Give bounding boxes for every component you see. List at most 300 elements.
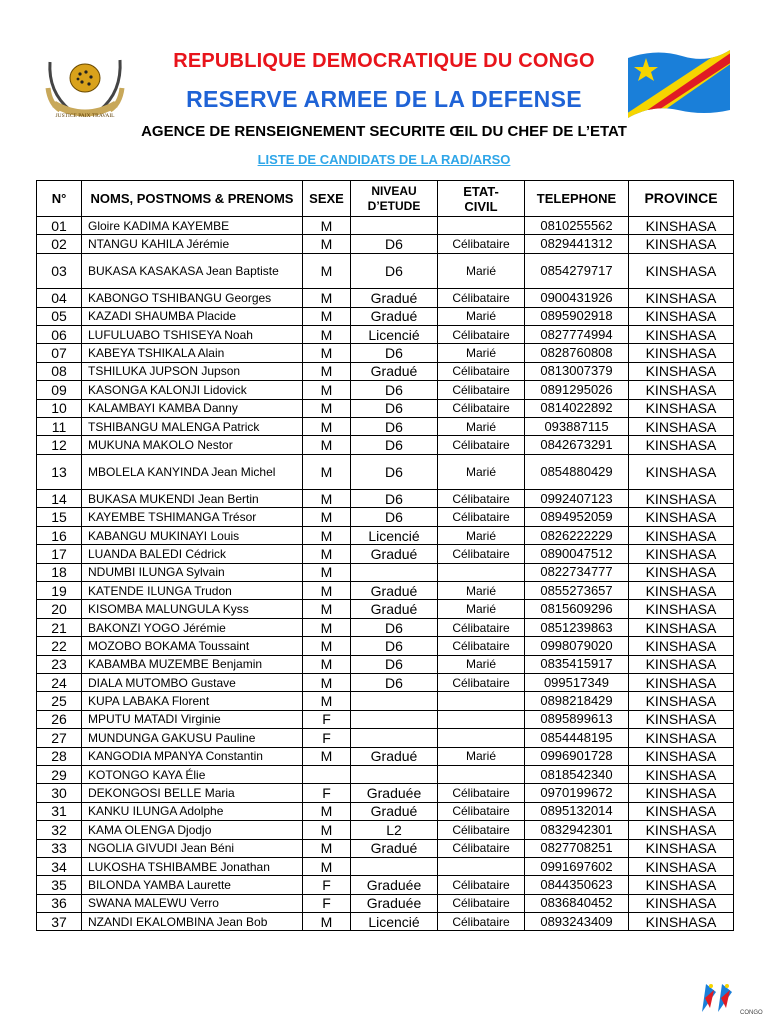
row-name: Gloire KADIMA KAYEMBE: [82, 217, 303, 235]
row-name: MUKUNA MAKOLO Nestor: [82, 436, 303, 454]
row-province: KINSHASA: [629, 508, 734, 526]
row-province: KINSHASA: [629, 784, 734, 802]
row-telephone: 0992407123: [525, 490, 629, 508]
row-province: KINSHASA: [629, 655, 734, 673]
table-row: [37, 399, 734, 417]
row-number: 34: [37, 857, 82, 875]
row-etat-civil: Marié: [438, 655, 525, 673]
row-number: 09: [37, 381, 82, 399]
table-row: [37, 563, 734, 581]
row-province: KINSHASA: [629, 399, 734, 417]
row-telephone: 099517349: [525, 673, 629, 691]
row-province: KINSHASA: [629, 637, 734, 655]
table-row: [37, 729, 734, 747]
row-niveau: D6: [351, 673, 438, 691]
row-etat-civil: Célibataire: [438, 876, 525, 894]
row-sexe: M: [303, 637, 351, 655]
row-province: KINSHASA: [629, 253, 734, 288]
row-number: 21: [37, 618, 82, 636]
table-row: [37, 454, 734, 489]
table-row: [37, 307, 734, 325]
table-row: [37, 802, 734, 820]
row-sexe: M: [303, 344, 351, 362]
row-etat-civil: Célibataire: [438, 913, 525, 931]
row-number: 32: [37, 821, 82, 839]
row-etat-civil: Marié: [438, 307, 525, 325]
row-etat-civil: [438, 710, 525, 728]
row-name: KISOMBA MALUNGULA Kyss: [82, 600, 303, 618]
table-row: [37, 582, 734, 600]
row-name: NGOLIA GIVUDI Jean Béni: [82, 839, 303, 857]
table-row: [37, 655, 734, 673]
row-number: 22: [37, 637, 82, 655]
row-sexe: M: [303, 582, 351, 600]
header-number: N°: [37, 181, 82, 217]
row-niveau: Graduée: [351, 784, 438, 802]
row-sexe: M: [303, 307, 351, 325]
row-etat-civil: Célibataire: [438, 325, 525, 343]
row-niveau: D6: [351, 508, 438, 526]
footer-logo-text: CONGO: [740, 1010, 763, 1016]
row-number: 27: [37, 729, 82, 747]
row-etat-civil: Célibataire: [438, 436, 525, 454]
row-telephone: 0854880429: [525, 454, 629, 489]
row-etat-civil: Célibataire: [438, 821, 525, 839]
row-telephone: 0855273657: [525, 582, 629, 600]
row-number: 23: [37, 655, 82, 673]
row-province: KINSHASA: [629, 821, 734, 839]
row-number: 29: [37, 765, 82, 783]
row-number: 04: [37, 289, 82, 307]
table-row: [37, 913, 734, 931]
row-sexe: M: [303, 436, 351, 454]
row-niveau: D6: [351, 417, 438, 435]
row-telephone: 0842673291: [525, 436, 629, 454]
row-etat-civil: Célibataire: [438, 545, 525, 563]
row-telephone: 0810255562: [525, 217, 629, 235]
row-number: 30: [37, 784, 82, 802]
row-province: KINSHASA: [629, 362, 734, 380]
row-name: KAYEMBE TSHIMANGA Trésor: [82, 508, 303, 526]
row-sexe: M: [303, 857, 351, 875]
row-telephone: 0832942301: [525, 821, 629, 839]
row-number: 13: [37, 454, 82, 489]
row-name: NZANDI EKALOMBINA Jean Bob: [82, 913, 303, 931]
row-etat-civil: Marié: [438, 454, 525, 489]
row-number: 08: [37, 362, 82, 380]
row-number: 16: [37, 526, 82, 544]
row-number: 19: [37, 582, 82, 600]
row-name: TSHIBANGU MALENGA Patrick: [82, 417, 303, 435]
row-number: 33: [37, 839, 82, 857]
row-telephone: 0813007379: [525, 362, 629, 380]
row-number: 25: [37, 692, 82, 710]
table-row: [37, 692, 734, 710]
row-name: KABEYA TSHIKALA Alain: [82, 344, 303, 362]
row-name: KALAMBAYI KAMBA Danny: [82, 399, 303, 417]
row-name: MUNDUNGA GAKUSU Pauline: [82, 729, 303, 747]
row-province: KINSHASA: [629, 344, 734, 362]
row-niveau: D6: [351, 344, 438, 362]
row-telephone: 0898218429: [525, 692, 629, 710]
header-niveau: NIVEAU D’ETUDE: [351, 181, 438, 217]
header-telephone: TELEPHONE: [525, 181, 629, 217]
row-sexe: M: [303, 490, 351, 508]
row-name: KABONGO TSHIBANGU Georges: [82, 289, 303, 307]
row-niveau: D6: [351, 454, 438, 489]
row-sexe: M: [303, 618, 351, 636]
row-sexe: F: [303, 784, 351, 802]
row-sexe: F: [303, 710, 351, 728]
table-row: [37, 839, 734, 857]
row-telephone: 0836840452: [525, 894, 629, 912]
row-niveau: Gradué: [351, 307, 438, 325]
row-telephone: 0814022892: [525, 399, 629, 417]
row-name: LUANDA BALEDI Cédrick: [82, 545, 303, 563]
row-etat-civil: Célibataire: [438, 637, 525, 655]
row-telephone: 0854448195: [525, 729, 629, 747]
row-niveau: [351, 692, 438, 710]
table-row: [37, 362, 734, 380]
document-header: [0, 0, 768, 180]
row-niveau: D6: [351, 655, 438, 673]
row-province: KINSHASA: [629, 563, 734, 581]
row-province: KINSHASA: [629, 747, 734, 765]
row-etat-civil: Célibataire: [438, 894, 525, 912]
row-sexe: M: [303, 508, 351, 526]
row-number: 02: [37, 235, 82, 253]
row-name: DEKONGOSI BELLE Maria: [82, 784, 303, 802]
row-telephone: 0844350623: [525, 876, 629, 894]
row-telephone: 0827774994: [525, 325, 629, 343]
row-name: LUKOSHA TSHIBAMBE Jonathan: [82, 857, 303, 875]
row-number: 11: [37, 417, 82, 435]
table-row: [37, 253, 734, 288]
row-number: 17: [37, 545, 82, 563]
row-name: TSHILUKA JUPSON Jupson: [82, 362, 303, 380]
row-telephone: 0998079020: [525, 637, 629, 655]
row-niveau: [351, 729, 438, 747]
row-etat-civil: Célibataire: [438, 802, 525, 820]
row-province: KINSHASA: [629, 289, 734, 307]
row-sexe: M: [303, 454, 351, 489]
row-niveau: [351, 563, 438, 581]
table-row: [37, 600, 734, 618]
row-etat-civil: [438, 692, 525, 710]
row-sexe: F: [303, 729, 351, 747]
row-province: KINSHASA: [629, 417, 734, 435]
row-telephone: 0828760808: [525, 344, 629, 362]
row-niveau: Gradué: [351, 747, 438, 765]
row-telephone: 0826222229: [525, 526, 629, 544]
row-province: KINSHASA: [629, 839, 734, 857]
table-header-row: [37, 181, 734, 217]
table-row: [37, 637, 734, 655]
row-number: 03: [37, 253, 82, 288]
row-niveau: D6: [351, 436, 438, 454]
row-etat-civil: Célibataire: [438, 362, 525, 380]
row-telephone: 0854279717: [525, 253, 629, 288]
row-name: KABANGU MUKINAYI Louis: [82, 526, 303, 544]
row-name: MPUTU MATADI Virginie: [82, 710, 303, 728]
row-number: 18: [37, 563, 82, 581]
row-etat-civil: Célibataire: [438, 399, 525, 417]
list-title: LISTE DE CANDIDATS DE LA RAD/ARSO: [257, 152, 511, 167]
row-telephone: 0996901728: [525, 747, 629, 765]
row-niveau: D6: [351, 618, 438, 636]
row-sexe: M: [303, 253, 351, 288]
table-row: [37, 289, 734, 307]
row-name: KOTONGO KAYA Élie: [82, 765, 303, 783]
row-telephone: 0895902918: [525, 307, 629, 325]
row-niveau: Gradué: [351, 582, 438, 600]
row-etat-civil: Marié: [438, 582, 525, 600]
row-niveau: D6: [351, 381, 438, 399]
row-etat-civil: Célibataire: [438, 839, 525, 857]
row-sexe: M: [303, 289, 351, 307]
row-telephone: 0835415917: [525, 655, 629, 673]
row-name: DIALA MUTOMBO Gustave: [82, 673, 303, 691]
row-number: 36: [37, 894, 82, 912]
row-sexe: F: [303, 876, 351, 894]
row-province: KINSHASA: [629, 545, 734, 563]
row-province: KINSHASA: [629, 600, 734, 618]
row-name: KAMA OLENGA Djodjo: [82, 821, 303, 839]
row-number: 10: [37, 399, 82, 417]
row-sexe: M: [303, 821, 351, 839]
row-province: KINSHASA: [629, 325, 734, 343]
row-etat-civil: Célibataire: [438, 673, 525, 691]
row-sexe: M: [303, 913, 351, 931]
row-niveau: D6: [351, 637, 438, 655]
row-telephone: 0827708251: [525, 839, 629, 857]
row-telephone: 0900431926: [525, 289, 629, 307]
table-row: [37, 325, 734, 343]
row-telephone: 0851239863: [525, 618, 629, 636]
row-name: KANGODIA MPANYA Constantin: [82, 747, 303, 765]
row-sexe: M: [303, 381, 351, 399]
row-number: 31: [37, 802, 82, 820]
row-niveau: [351, 217, 438, 235]
table-row: [37, 876, 734, 894]
table-row: [37, 436, 734, 454]
row-province: KINSHASA: [629, 729, 734, 747]
row-number: 12: [37, 436, 82, 454]
row-number: 15: [37, 508, 82, 526]
table-row: [37, 381, 734, 399]
row-province: KINSHASA: [629, 765, 734, 783]
row-province: KINSHASA: [629, 894, 734, 912]
drc-flag-icon: [626, 44, 732, 124]
row-etat-civil: Marié: [438, 526, 525, 544]
row-province: KINSHASA: [629, 913, 734, 931]
row-name: LUFULUABO TSHISEYA Noah: [82, 325, 303, 343]
row-telephone: 0970199672: [525, 784, 629, 802]
row-telephone: 0818542340: [525, 765, 629, 783]
footer-flags-logo: [696, 978, 763, 1018]
row-telephone: 0829441312: [525, 235, 629, 253]
country-title: REPUBLIQUE DEMOCRATIQUE DU CONGO: [173, 50, 595, 72]
row-telephone: 0893243409: [525, 913, 629, 931]
row-number: 24: [37, 673, 82, 691]
row-etat-civil: [438, 729, 525, 747]
row-name: KUPA LABAKA Florent: [82, 692, 303, 710]
row-telephone: 0890047512: [525, 545, 629, 563]
row-province: KINSHASA: [629, 526, 734, 544]
row-etat-civil: Marié: [438, 747, 525, 765]
row-province: KINSHASA: [629, 235, 734, 253]
row-etat-civil: [438, 857, 525, 875]
table-row: [37, 235, 734, 253]
row-telephone: 0891295026: [525, 381, 629, 399]
row-niveau: Licencié: [351, 526, 438, 544]
row-niveau: Graduée: [351, 876, 438, 894]
row-province: KINSHASA: [629, 381, 734, 399]
row-niveau: Licencié: [351, 325, 438, 343]
row-province: KINSHASA: [629, 673, 734, 691]
table-row: [37, 490, 734, 508]
row-number: 26: [37, 710, 82, 728]
row-niveau: D6: [351, 490, 438, 508]
row-sexe: M: [303, 217, 351, 235]
row-etat-civil: Célibataire: [438, 490, 525, 508]
row-name: SWANA MALEWU Verro: [82, 894, 303, 912]
row-name: KATENDE ILUNGA Trudon: [82, 582, 303, 600]
row-sexe: M: [303, 235, 351, 253]
row-name: BUKASA KASAKASA Jean Baptiste: [82, 253, 303, 288]
row-telephone: 0895132014: [525, 802, 629, 820]
table-row: [37, 784, 734, 802]
row-number: 28: [37, 747, 82, 765]
emblem-motto: JUSTICE PAIX TRAVAIL: [55, 113, 115, 119]
row-telephone: 0822734777: [525, 563, 629, 581]
table-row: [37, 765, 734, 783]
row-sexe: M: [303, 399, 351, 417]
row-number: 06: [37, 325, 82, 343]
row-name: MOZOBO BOKAMA Toussaint: [82, 637, 303, 655]
row-etat-civil: Célibataire: [438, 235, 525, 253]
row-niveau: D6: [351, 399, 438, 417]
row-name: NTANGU KAHILA Jérémie: [82, 235, 303, 253]
row-etat-civil: Célibataire: [438, 784, 525, 802]
row-name: NDUMBI ILUNGA Sylvain: [82, 563, 303, 581]
row-province: KINSHASA: [629, 582, 734, 600]
table-row: [37, 217, 734, 235]
row-name: KASONGA KALONJI Lidovick: [82, 381, 303, 399]
row-name: BUKASA MUKENDI Jean Bertin: [82, 490, 303, 508]
row-niveau: Licencié: [351, 913, 438, 931]
row-name: MBOLELA KANYINDA Jean Michel: [82, 454, 303, 489]
row-etat-civil: Célibataire: [438, 508, 525, 526]
row-etat-civil: Marié: [438, 600, 525, 618]
row-niveau: L2: [351, 821, 438, 839]
organization-title: RESERVE ARMEE DE LA DEFENSE: [186, 86, 582, 112]
row-sexe: M: [303, 417, 351, 435]
row-province: KINSHASA: [629, 307, 734, 325]
row-number: 14: [37, 490, 82, 508]
row-etat-civil: Célibataire: [438, 381, 525, 399]
row-province: KINSHASA: [629, 618, 734, 636]
header-sexe: SEXE: [303, 181, 351, 217]
row-telephone: 0815609296: [525, 600, 629, 618]
row-sexe: M: [303, 362, 351, 380]
row-sexe: M: [303, 545, 351, 563]
row-etat-civil: [438, 563, 525, 581]
row-niveau: D6: [351, 235, 438, 253]
row-province: KINSHASA: [629, 876, 734, 894]
row-niveau: D6: [351, 253, 438, 288]
table-body: [37, 217, 734, 931]
table-row: [37, 526, 734, 544]
row-sexe: M: [303, 526, 351, 544]
table-row: [37, 344, 734, 362]
row-telephone: 0991697602: [525, 857, 629, 875]
row-niveau: Gradué: [351, 839, 438, 857]
row-sexe: F: [303, 894, 351, 912]
row-province: KINSHASA: [629, 857, 734, 875]
row-number: 20: [37, 600, 82, 618]
table-row: [37, 508, 734, 526]
row-sexe: [303, 765, 351, 783]
row-province: KINSHASA: [629, 710, 734, 728]
row-telephone: 0895899613: [525, 710, 629, 728]
row-sexe: M: [303, 600, 351, 618]
row-sexe: M: [303, 747, 351, 765]
table-row: [37, 894, 734, 912]
header-province: PROVINCE: [629, 181, 734, 217]
table-row: [37, 673, 734, 691]
row-niveau: Graduée: [351, 894, 438, 912]
row-number: 35: [37, 876, 82, 894]
row-number: 05: [37, 307, 82, 325]
table-row: [37, 747, 734, 765]
row-niveau: [351, 765, 438, 783]
row-telephone: 0894952059: [525, 508, 629, 526]
row-etat-civil: Marié: [438, 344, 525, 362]
table-row: [37, 710, 734, 728]
row-number: 07: [37, 344, 82, 362]
row-etat-civil: Marié: [438, 417, 525, 435]
row-province: KINSHASA: [629, 436, 734, 454]
header-names: NOMS, POSTNOMS & PRENOMS: [82, 181, 303, 217]
row-niveau: [351, 710, 438, 728]
row-niveau: Gradué: [351, 289, 438, 307]
row-sexe: M: [303, 839, 351, 857]
row-sexe: M: [303, 655, 351, 673]
row-sexe: M: [303, 673, 351, 691]
table-row: [37, 821, 734, 839]
row-province: KINSHASA: [629, 217, 734, 235]
row-province: KINSHASA: [629, 802, 734, 820]
row-niveau: Gradué: [351, 545, 438, 563]
row-telephone: 093887115: [525, 417, 629, 435]
row-sexe: M: [303, 325, 351, 343]
row-name: KABAMBA MUZEMBE Benjamin: [82, 655, 303, 673]
row-etat-civil: Célibataire: [438, 289, 525, 307]
row-number: 37: [37, 913, 82, 931]
row-niveau: Gradué: [351, 802, 438, 820]
table-row: [37, 545, 734, 563]
row-sexe: M: [303, 563, 351, 581]
row-name: KAZADI SHAUMBA Placide: [82, 307, 303, 325]
row-niveau: Gradué: [351, 600, 438, 618]
header-etat-civil: ETAT-CIVIL: [438, 181, 525, 217]
row-niveau: Gradué: [351, 362, 438, 380]
row-sexe: M: [303, 692, 351, 710]
row-name: BAKONZI YOGO Jérémie: [82, 618, 303, 636]
row-niveau: [351, 857, 438, 875]
table-row: [37, 417, 734, 435]
